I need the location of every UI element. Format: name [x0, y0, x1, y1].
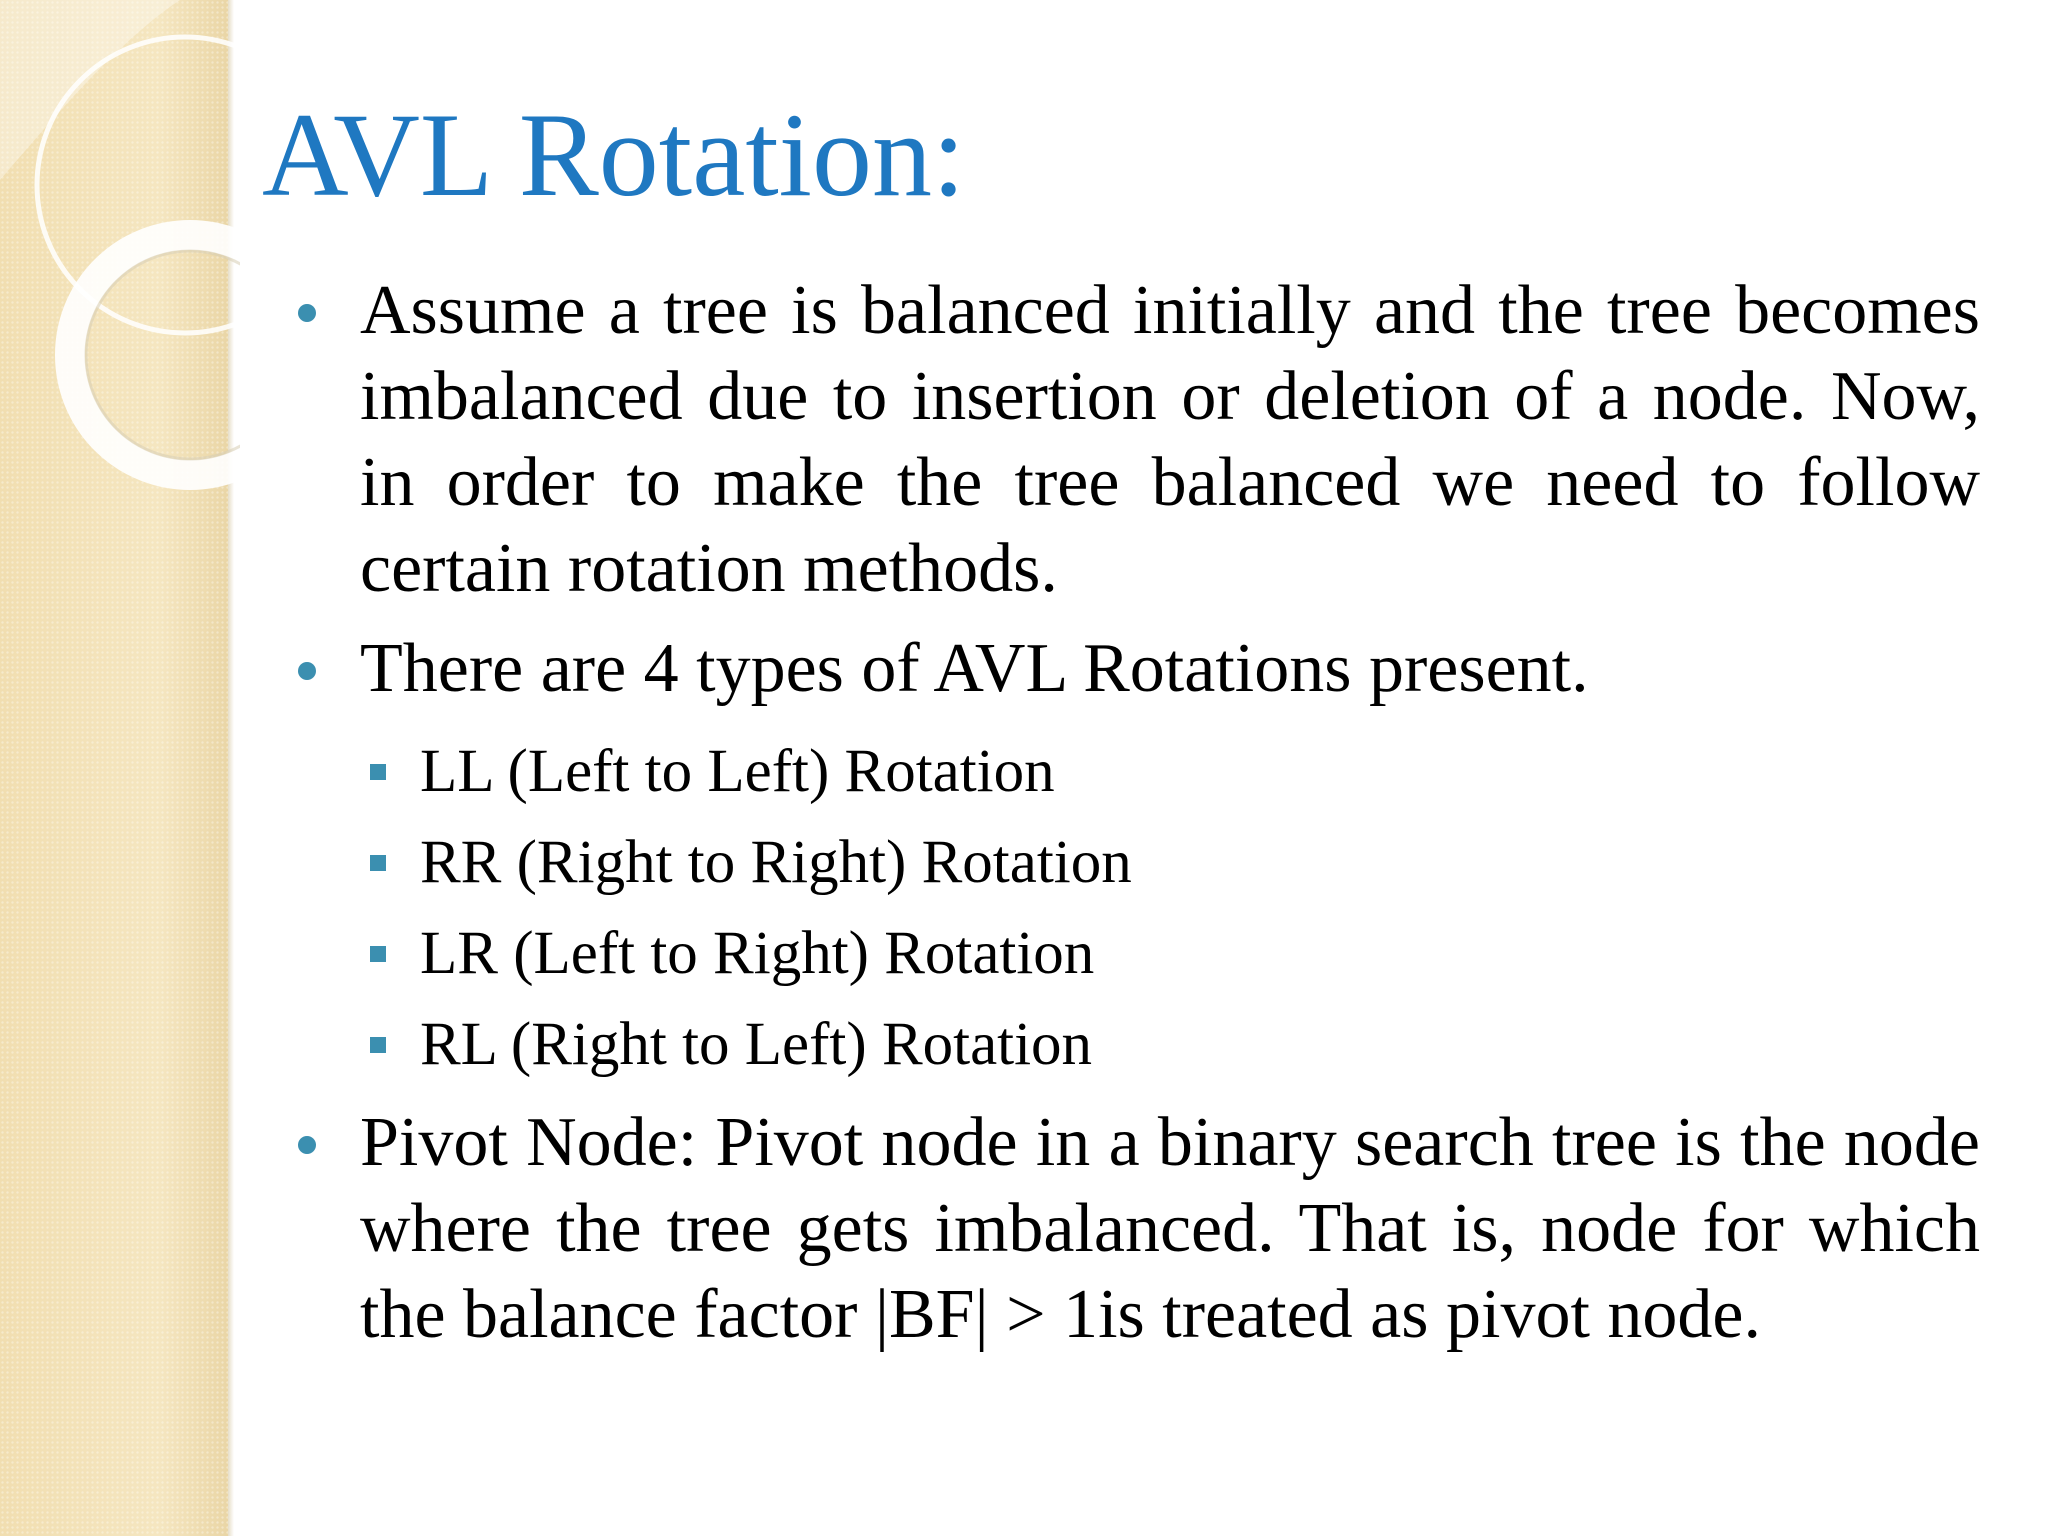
square-bullet-marker [370, 855, 386, 871]
bullet-text: Pivot Node: Pivot node in a binary search tree is the node where the tree gets imbalanced. That is, node for which the balance factor |BF| > 1is treated as pivot node. [360, 1104, 1980, 1353]
slide-title: AVL Rotation: [262, 88, 966, 221]
bullet-item [360, 268, 1980, 612]
sub-bullet-item [360, 817, 1980, 908]
sub-bullet-item [360, 908, 1980, 999]
bullet-marker [298, 304, 316, 322]
bullet-item [360, 626, 1980, 712]
decorative-rings-graphic [0, 0, 240, 520]
sub-bullet-item [360, 999, 1980, 1090]
bullet-marker [298, 1136, 316, 1154]
sub-bullet-text: RR (Right to Right) Rotation [420, 829, 1132, 896]
square-bullet-marker [370, 1037, 386, 1053]
sub-bullet-text: RL (Right to Left) Rotation [420, 1011, 1093, 1078]
bullet-text: Assume a tree is balanced initially and the tree becomes imbalanced due to insertion or deletion of a node. Now, in order to make the tree balanced we need to follow certain rotation methods. [360, 272, 1980, 607]
square-bullet-marker [370, 946, 386, 962]
bullet-marker [298, 662, 316, 680]
sub-bullet-item [360, 726, 1980, 817]
sub-bullet-text: LR (Left to Right) Rotation [420, 920, 1095, 987]
square-bullet-marker [370, 764, 386, 780]
sub-bullet-text: LL (Left to Left) Rotation [420, 738, 1055, 805]
rotation-types-list [360, 726, 1980, 1090]
bullet-text: There are 4 types of AVL Rotations present. [360, 630, 1589, 707]
bullet-item [360, 1100, 1980, 1358]
bullet-list [360, 268, 1980, 1372]
